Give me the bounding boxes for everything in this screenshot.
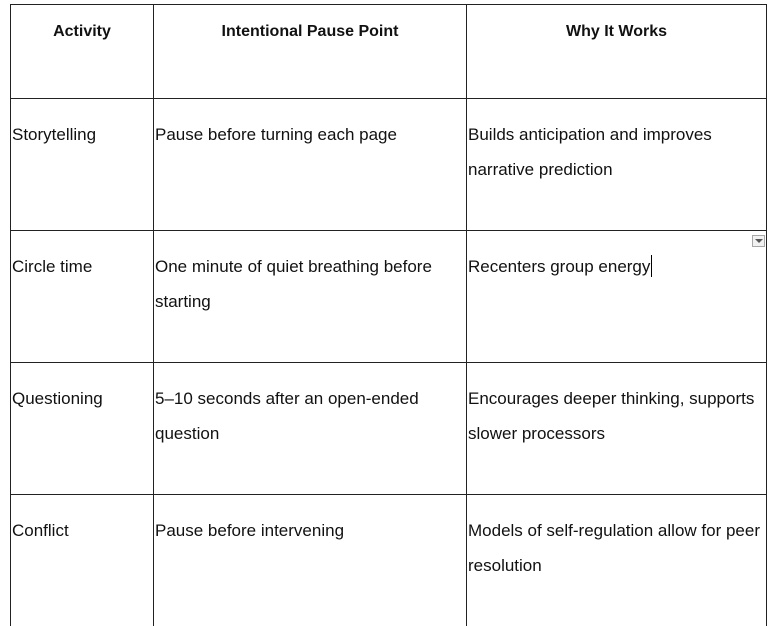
table-row xyxy=(11,495,767,626)
header-pause-point[interactable]: Intentional Pause Point xyxy=(154,5,467,99)
header-activity[interactable]: Activity xyxy=(11,5,154,99)
table-row xyxy=(11,231,767,363)
table-row xyxy=(11,363,767,495)
cell-pause-point[interactable]: Pause before turning each page xyxy=(154,99,467,231)
cell-why-it-works[interactable]: Builds anticipation and improves narrative prediction xyxy=(467,99,767,231)
cell-why-it-works[interactable]: Models of self-regulation allow for peer resolution xyxy=(467,495,767,626)
cell-activity[interactable]: Conflict xyxy=(11,495,154,626)
cell-activity[interactable]: Questioning xyxy=(11,363,154,495)
table-header-row xyxy=(11,5,767,99)
cell-activity[interactable]: Storytelling xyxy=(11,99,154,231)
text-cursor xyxy=(651,255,652,277)
activity-pause-table xyxy=(10,4,767,626)
chevron-down-icon[interactable] xyxy=(752,235,765,247)
cell-pause-point[interactable]: Pause before intervening xyxy=(154,495,467,626)
table-row xyxy=(11,99,767,231)
cell-text: Recenters group energy xyxy=(468,257,650,276)
cell-why-it-works[interactable]: Encourages deeper thinking, supports slower processors xyxy=(467,363,767,495)
cell-activity[interactable]: Circle time xyxy=(11,231,154,363)
cell-pause-point[interactable]: 5–10 seconds after an open-ended question xyxy=(154,363,467,495)
header-why-it-works[interactable]: Why It Works xyxy=(467,5,767,99)
cell-why-it-works-editing[interactable] xyxy=(467,231,767,363)
cell-pause-point[interactable]: One minute of quiet breathing before starting xyxy=(154,231,467,363)
